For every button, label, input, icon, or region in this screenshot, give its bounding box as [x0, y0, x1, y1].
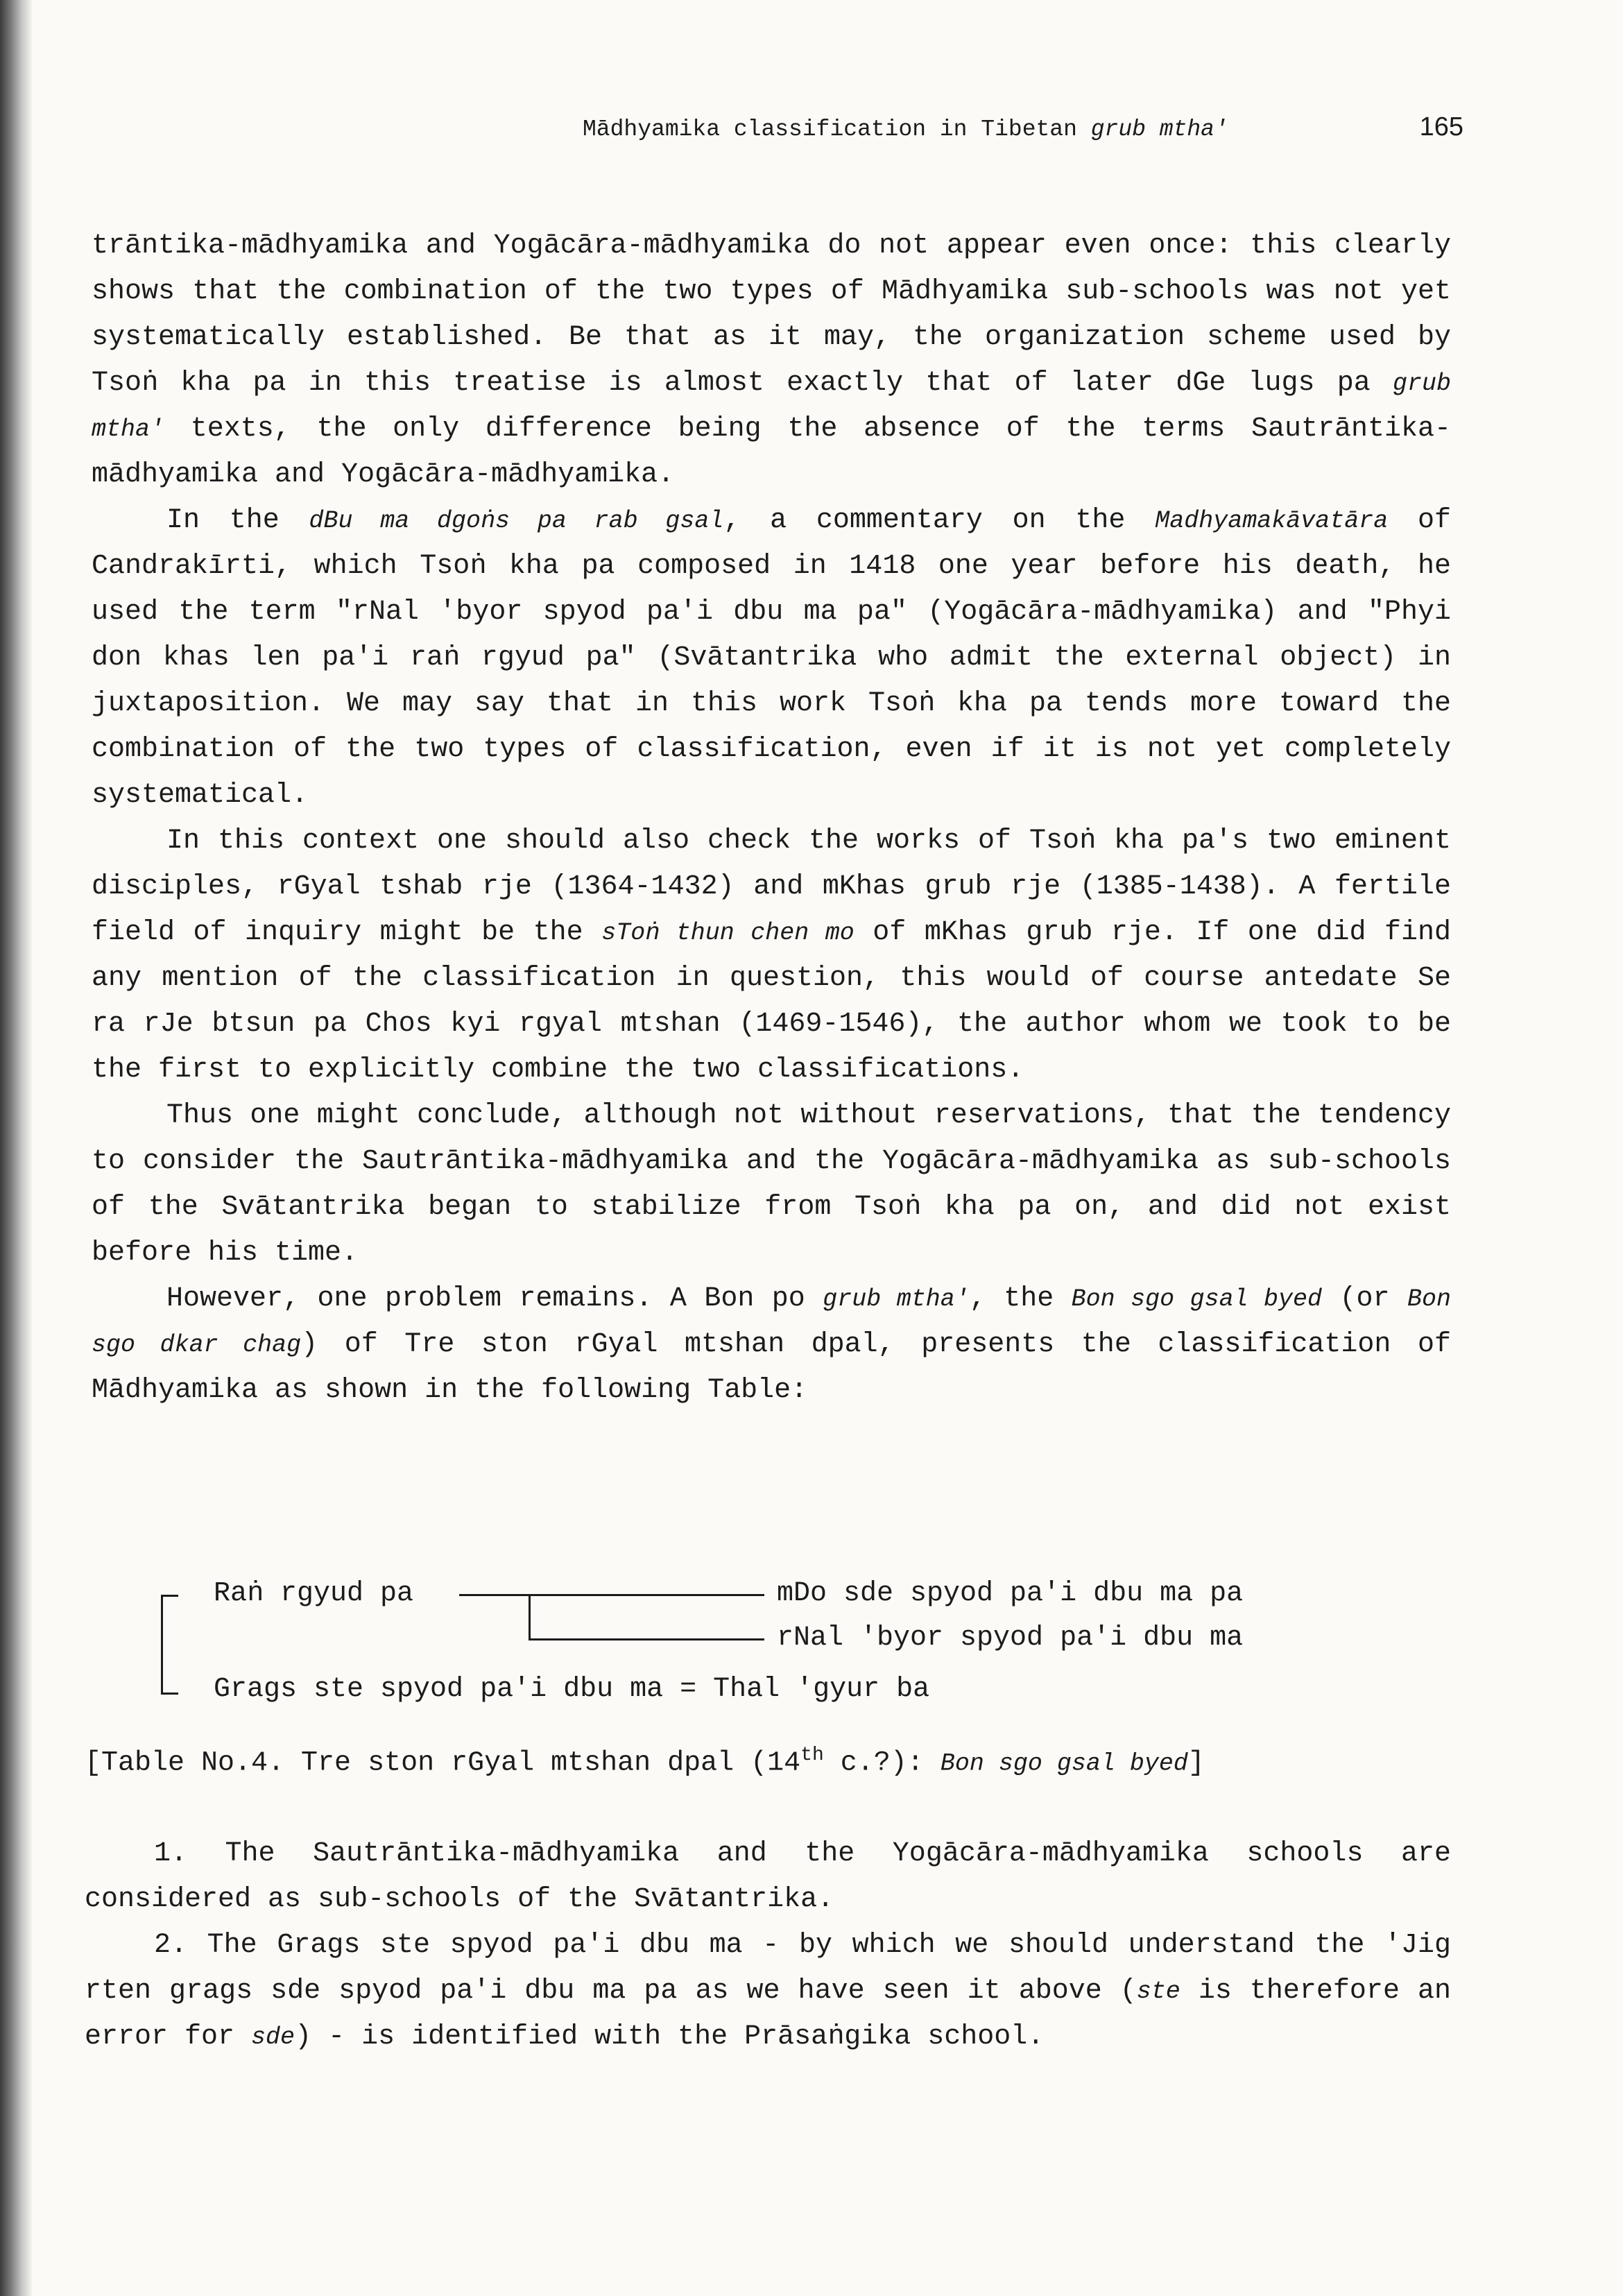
notes-list — [85, 1831, 1451, 2060]
table-top-left: Raṅ rgyud pa — [214, 1578, 414, 1609]
table-connector-bottom — [529, 1638, 764, 1640]
note-text: is therefore an error for — [85, 1976, 1451, 2053]
table-caption — [85, 1733, 1458, 1786]
body-text: texts, the only difference being the absence of the terms Sautrāntika-mādhyamika and Yogācāra-mādhyamika. — [92, 413, 1451, 490]
caption-sup: th — [800, 1745, 824, 1766]
body-text: ) of Tre ston rGyal mtshan dpal, presents the classification of Mādhyamika as shown in the following Table: — [92, 1329, 1452, 1406]
running-head-text: Mādhyamika classification in Tibetan — [583, 117, 1077, 142]
body-paragraph — [92, 819, 1451, 1093]
table-branch-2: rNal 'byor spyod pa'i dbu ma — [777, 1622, 1244, 1654]
body-text: , a commentary on the — [723, 505, 1156, 536]
table-connector-vertical — [529, 1594, 531, 1640]
body-text: of Candrakīrti, which Tsoṅ kha pa composed in 1418 one year before his death, he used the term "rNal 'byor spyod pa'i dbu ma pa" (Yogācāra-mādhyamika) and "Phyi don khas len pa'i raṅ rgyud pa" (Svātantrika who admit the external object) in juxtaposition. We may say that in this work Tsoṅ kha pa tends more toward the combination of the two types of classification, even if it is not yet completely systematical. — [92, 505, 1452, 811]
note-text: 1. The Sautrāntika-mādhyamika and the Yogācāra-mādhyamika schools are considered as sub-schools of the Svātantrika. — [85, 1838, 1451, 1915]
running-head-italic: grub mtha' — [1090, 117, 1228, 142]
body-paragraph — [92, 1093, 1451, 1276]
body-italic-term: Madhyamakāvatāra — [1155, 507, 1389, 535]
body-italic-term: Bon sgo gsal byed — [1071, 1285, 1323, 1313]
note-text: 2. The Grags ste spyod pa'i dbu ma - by which we should understand the 'Jig rten grags sde spyod pa'i dbu ma pa as we have seen it above ( — [85, 1930, 1451, 2007]
caption-title: Bon sgo gsal byed — [940, 1749, 1188, 1778]
note-paragraph — [85, 1831, 1451, 1923]
note-text: ) - is identified with the Prāsaṅgika school. — [295, 2021, 1045, 2053]
body-text: Thus one might conclude, although not without reservations, that the tendency to consider the Sautrāntika-mādhyamika and the Yogācāra-mādhyamika as sub-schools of the Svātantrika began to stabilize from Tsoṅ kha pa on, and did not exist before his time. — [92, 1100, 1451, 1269]
body-paragraph — [92, 1276, 1451, 1414]
note-italic-term: ste — [1136, 1978, 1180, 2005]
body-italic-term: sToṅ thun chen mo — [601, 919, 855, 947]
body-text: , the — [969, 1283, 1072, 1314]
table-bracket — [161, 1595, 178, 1695]
body-paragraph — [92, 498, 1451, 819]
body-italic-term: Bon sgo dkar chag — [92, 1285, 1451, 1359]
classification-table — [161, 1571, 1244, 1724]
note-italic-term: sde — [251, 2023, 295, 2051]
table-bottom: Grags ste spyod pa'i dbu ma = Thal 'gyur ba — [214, 1674, 930, 1705]
body-italic-term: dBu ma dgoṅs pa rab gsal — [309, 507, 724, 535]
caption-suffix: ] — [1187, 1747, 1205, 1779]
running-header — [583, 114, 1463, 145]
body-paragraph — [92, 223, 1451, 498]
page-number: 165 — [1419, 112, 1463, 142]
note-paragraph — [85, 1923, 1451, 2060]
body-italic-term: grub mtha' — [823, 1285, 970, 1313]
table-connector-top — [459, 1594, 764, 1596]
scan-binding-edge — [0, 0, 32, 2296]
caption-prefix: [Table No.4. Tre ston rGyal mtshan dpal (14 — [85, 1747, 801, 1779]
caption-middle: c.?): — [823, 1747, 941, 1779]
body-text: In this context one should also check the works of Tsoṅ kha pa's two eminent disciples, rGyal tshab rje (1364-1432) and mKhas grub rje (1385-1438). A fertile field of inquiry might be the — [92, 825, 1451, 948]
table-branch-1: mDo sde spyod pa'i dbu ma pa — [777, 1578, 1244, 1609]
body-text: In the — [166, 505, 309, 536]
body-text: However, one problem remains. A Bon po — [166, 1283, 823, 1314]
body-text: (or — [1322, 1283, 1407, 1314]
body-text — [92, 223, 1451, 1414]
body-text: trāntika-mādhyamika and Yogācāra-mādhyamika do not appear even once: this clearly shows that the combination of the two types of Mādhyamika sub-schools was not yet systematically established. Be that as it may, the organization scheme used by Tsoṅ kha pa in this treatise is almost exactly that of later dGe lugs pa — [92, 230, 1451, 399]
body-text: of mKhas grub rje. If one did find any mention of the classification in question, this would of course antedate Se ra rJe btsun pa Chos kyi rgyal mtshan (1469-1546), the author whom we took to be the first to explicitly combine the two classifications. — [92, 917, 1451, 1086]
body-italic-term: grub mtha' — [92, 370, 1451, 443]
